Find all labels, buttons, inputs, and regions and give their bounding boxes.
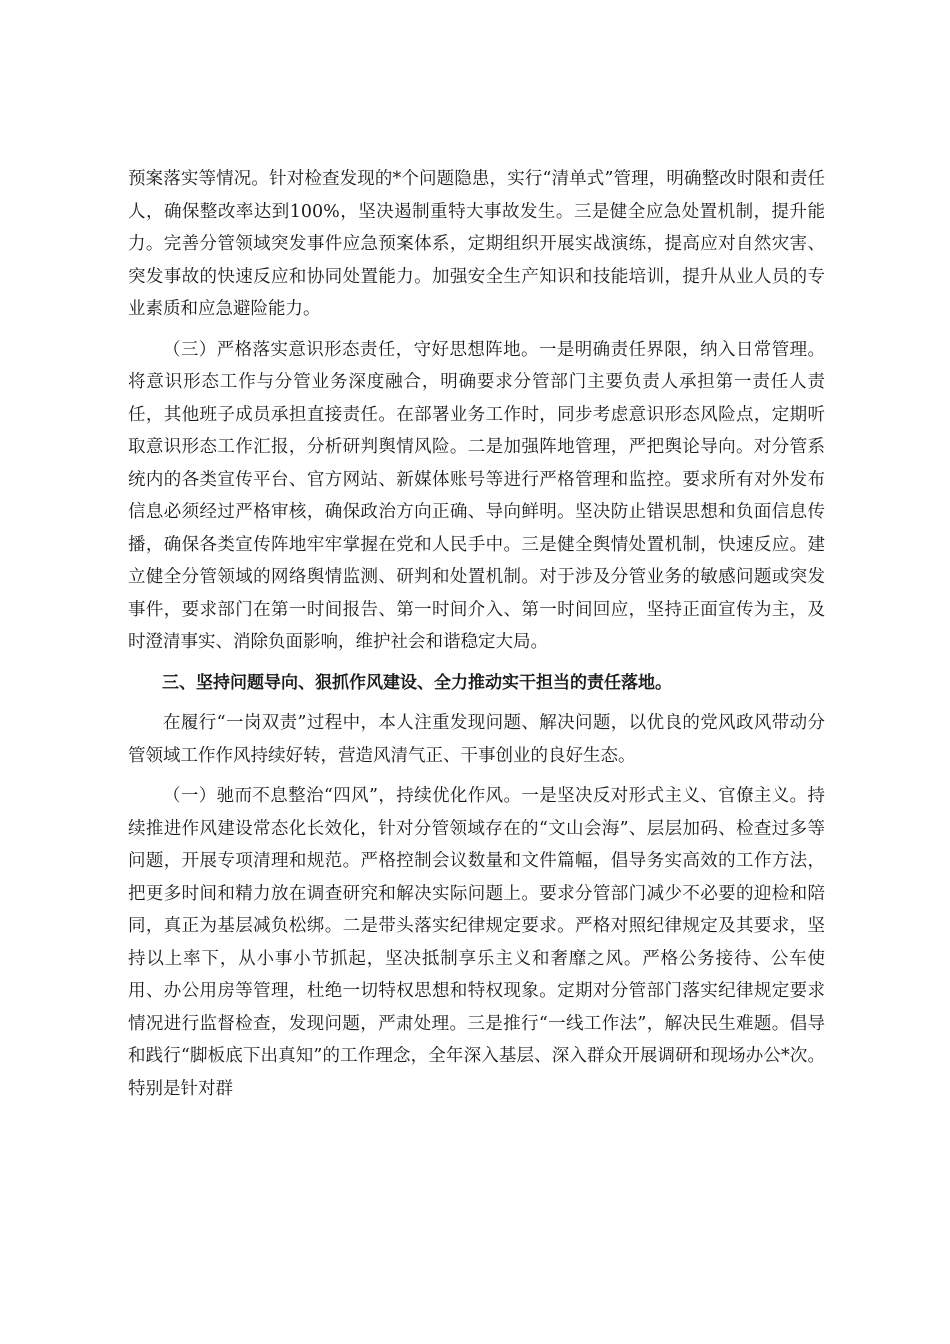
- paragraph-section-intro: 在履行“一岗双责”过程中，本人注重发现问题、解决问题，以优良的党风政风带动分管领域工作作风持续好转，营造风清气正、干事创业的良好生态。: [128, 713, 825, 766]
- section-heading-three: 三、坚持问题导向、狠抓作风建设、全力推动实干担当的责任落地。: [162, 672, 672, 693]
- paragraph-emergency-response: 预案落实等情况。针对检查发现的*个问题隐患，实行“清单式”管理，明确整改时限和责任人，确保整改率达到100%，坚决遏制重特大事故发生。三是健全应急处置机制，提升能力。完善分管领域突发事件应急预案体系，定期组织开展实战演练，提高应对自然灾害、突发事故的快速反应和协同处置能力。加强安全生产知识和技能培训，提升从业人员的专业素质和应急避险能力。: [128, 169, 825, 319]
- paragraph-four-winds: （一）驰而不息整治“四风”，持续优化作风。一是坚决反对形式主义、官僚主义。持续推进作风建设常态化长效化，针对分管领域存在的“文山会海”、层层加码、检查过多等问题，开展专项清理和规范。严格控制会议数量和文件篇幅，倡导务实高效的工作方法，把更多时间和精力放在调查研究和解决实际问题上。要求分管部门减少不必要的迎检和陪同，真正为基层减负松绑。二是带头落实纪律规定要求。严格对照纪律规定及其要求，坚持以上率下，从小事小节抓起，坚决抵制享乐主义和奢靡之风。严格公务接待、公车使用、办公用房等管理，杜绝一切特权思想和特权现象。定期对分管部门落实纪律规定要求情况进行监督检查，发现问题，严肃处理。三是推行“一线工作法”，解决民生难题。倡导和践行“脚板底下出真知”的工作理念，全年深入基层、深入群众开展调研和现场办公*次。特别是针对群: [128, 786, 825, 1099]
- paragraph-ideology-responsibility: （三）严格落实意识形态责任，守好思想阵地。一是明确责任界限，纳入日常管理。将意识形态工作与分管业务深度融合，明确要求分管部门主要负责人承担第一责任人责任，其他班子成员承担直接责任。在部署业务工作时，同步考虑意识形态风险点，定期听取意识形态工作汇报，分析研判舆情风险。二是加强阵地管理，严把舆论导向。对分管系统内的各类宣传平台、官方网站、新媒体账号等进行严格管理和监控。要求所有对外发布信息必须经过严格审核，确保政治方向正确、导向鲜明。坚决防止错误思想和负面信息传播，确保各类宣传阵地牢牢掌握在党和人民手中。三是健全舆情处置机制，快速反应。建立健全分管领域的网络舆情监测、研判和处置机制。对于涉及分管业务的敏感问题或突发事件，要求部门在第一时间报告、第一时间介入、第一时间回应，坚持正面宣传为主，及时澄清事实、消除负面影响，维护社会和谐稳定大局。: [128, 339, 825, 652]
- document-body: [128, 163, 825, 1113]
